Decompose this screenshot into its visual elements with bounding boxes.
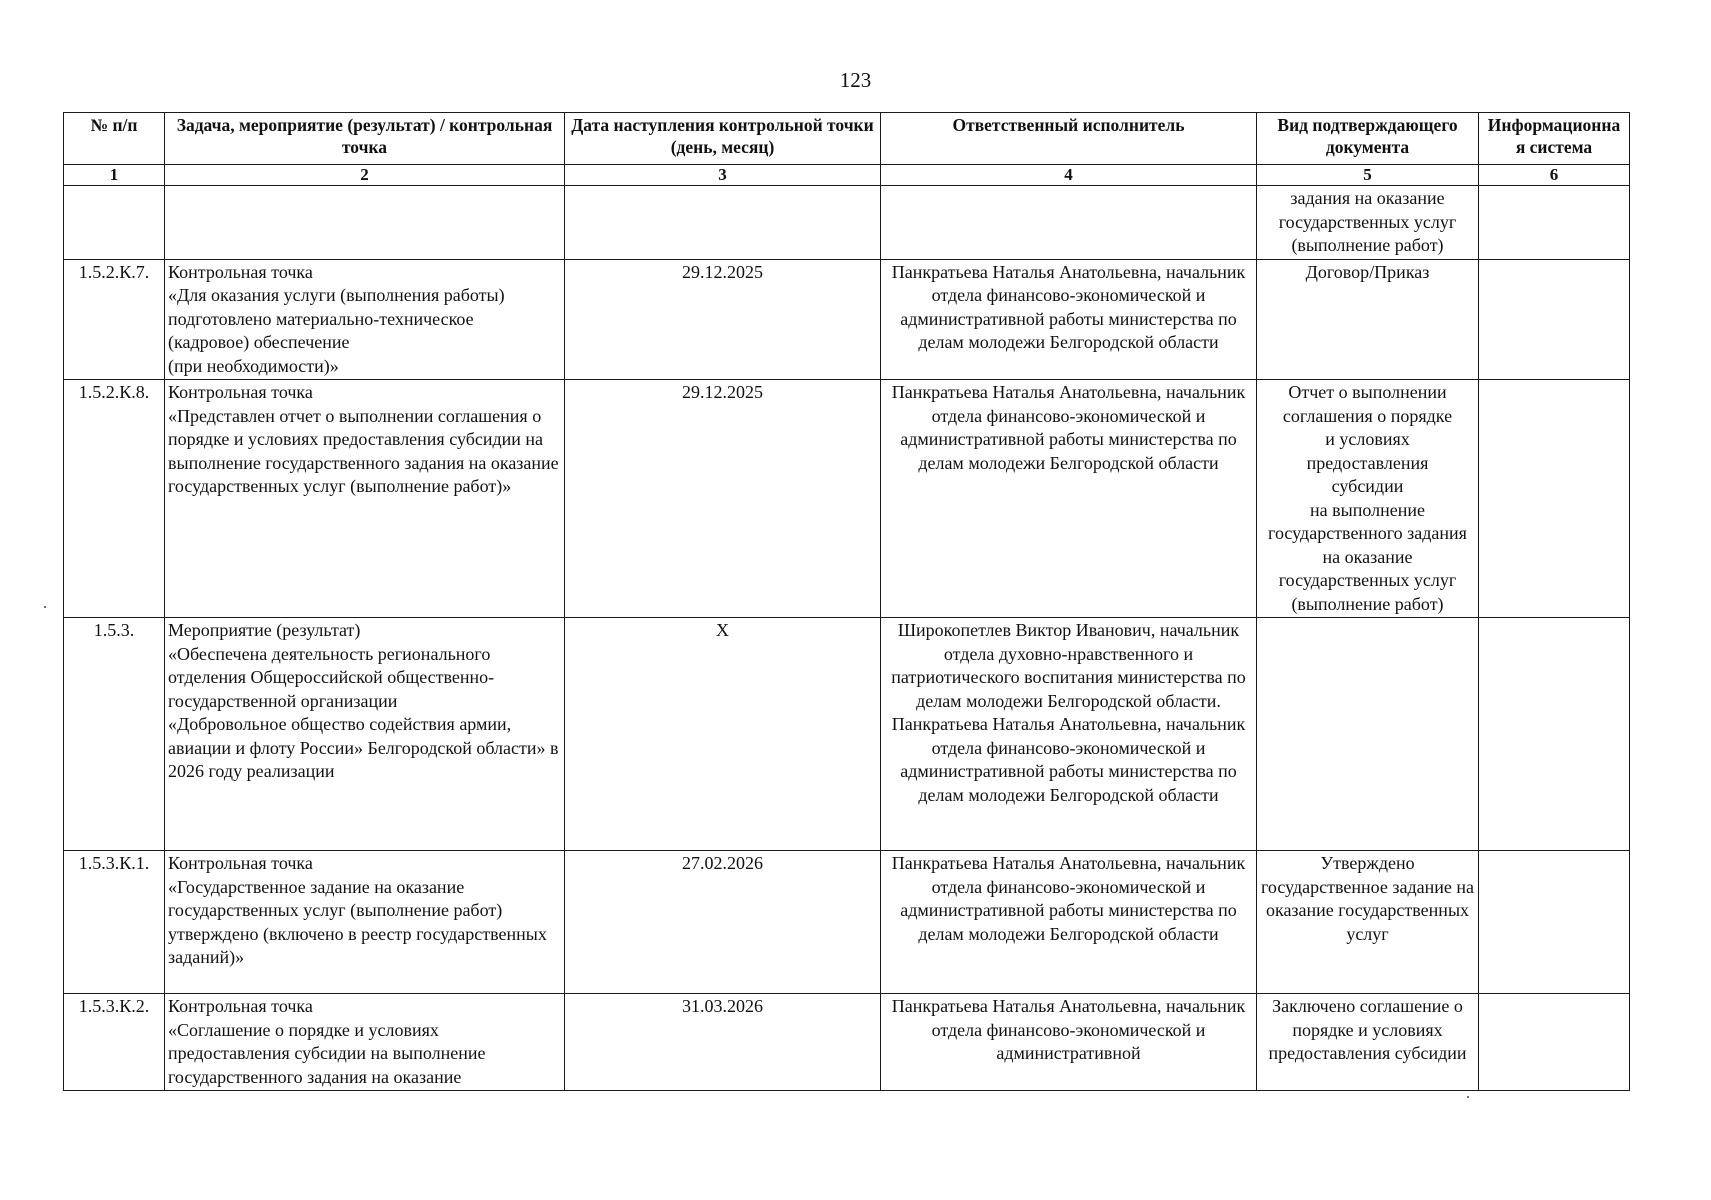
task-cell: Контрольная точка «Представлен отчет о выполнении соглашения о порядке и условиях предоставления субсидии на выполнение государственного задания на оказание государственных услуг (выполнение работ)»: [165, 380, 565, 618]
row-number: 1.5.3.К.1.: [64, 851, 165, 994]
task-cell: Контрольная точка «Соглашение о порядке и условиях предоставления субсидии на выполнение государственного задания на оказание: [165, 994, 565, 1091]
task-cell: [165, 186, 565, 260]
row-number: 1.5.2.К.8.: [64, 380, 165, 618]
system-cell: [1479, 618, 1630, 851]
column-number: 4: [881, 165, 1257, 186]
column-number: 5: [1257, 165, 1479, 186]
header-row: [64, 113, 1630, 165]
header-document: Вид подтверждающего документа: [1257, 113, 1479, 165]
column-number: 2: [165, 165, 565, 186]
table-row: [64, 186, 1630, 260]
scan-speck: [1467, 1096, 1469, 1098]
column-number: 6: [1479, 165, 1630, 186]
table-row: [64, 618, 1630, 851]
system-cell: [1479, 380, 1630, 618]
system-cell: [1479, 259, 1630, 380]
document-cell: Заключено соглашение о порядке и условиях предоставления субсидии: [1257, 994, 1479, 1091]
header-task: Задача, мероприятие (результат) / контрольная точка: [165, 113, 565, 165]
control-points-table: [63, 112, 1630, 1091]
document-cell: задания на оказание государственных услуг (выполнение работ): [1257, 186, 1479, 260]
system-cell: [1479, 994, 1630, 1091]
header-date: Дата наступления контрольной точки (день, месяц): [565, 113, 881, 165]
document-cell: Утверждено государственное задание на оказание государственных услуг: [1257, 851, 1479, 994]
row-number: 1.5.3.К.2.: [64, 994, 165, 1091]
column-number: 1: [64, 165, 165, 186]
table-row: [64, 851, 1630, 994]
task-cell: Контрольная точка «Для оказания услуги (выполнения работы) подготовлено материально-техническое (кадровое) обеспечение (при необходимости)»: [165, 259, 565, 380]
date-cell: [565, 186, 881, 260]
responsible-cell: Панкратьева Наталья Анатольевна, начальник отдела финансово-экономической и административной: [881, 994, 1257, 1091]
row-number: 1.5.2.К.7.: [64, 259, 165, 380]
responsible-cell: [881, 186, 1257, 260]
system-cell: [1479, 186, 1630, 260]
system-cell: [1479, 851, 1630, 994]
header-system: Информационна я система: [1479, 113, 1630, 165]
date-cell: 29.12.2025: [565, 259, 881, 380]
responsible-cell: Панкратьева Наталья Анатольевна, начальник отдела финансово-экономической и административной работы министерства по делам молодежи Белгородской области: [881, 851, 1257, 994]
table-row: [64, 259, 1630, 380]
responsible-cell: Панкратьева Наталья Анатольевна, начальник отдела финансово-экономической и административной работы министерства по делам молодежи Белгородской области: [881, 380, 1257, 618]
header-responsible: Ответственный исполнитель: [881, 113, 1257, 165]
date-cell: Х: [565, 618, 881, 851]
table-row: [64, 380, 1630, 618]
page-number: 123: [839, 68, 872, 92]
responsible-cell: Панкратьева Наталья Анатольевна, начальник отдела финансово-экономической и административной работы министерства по делам молодежи Белгородской области: [881, 259, 1257, 380]
task-cell: Контрольная точка «Государственное задание на оказание государственных услуг (выполнение работ) утверждено (включено в реестр государственных заданий)»: [165, 851, 565, 994]
date-cell: 29.12.2025: [565, 380, 881, 618]
scan-speck: [44, 606, 46, 608]
document-cell: Отчет о выполнении соглашения о порядке и условиях предоставления субсидии на выполнение государственного задания на оказание государственных услуг (выполнение работ): [1257, 380, 1479, 618]
responsible-cell: Широкопетлев Виктор Иванович, начальник отдела духовно-нравственного и патриотического воспитания министерства по делам молодежи Белгородской области. Панкратьева Наталья Анатольевна, начальник отдела финансово-экономической и административной работы министерства по делам молодежи Белгородской области: [881, 618, 1257, 851]
row-number: [64, 186, 165, 260]
task-cell: Мероприятие (результат) «Обеспечена деятельность регионального отделения Общероссийской общественно-государственной организации «Добровольное общество содействия армии, авиации и флоту России» Белгородской области» в 2026 году реализации: [165, 618, 565, 851]
date-cell: 27.02.2026: [565, 851, 881, 994]
column-number-row: [64, 165, 1630, 186]
table-row: [64, 994, 1630, 1091]
column-number: 3: [565, 165, 881, 186]
date-cell: 31.03.2026: [565, 994, 881, 1091]
document-cell: Договор/Приказ: [1257, 259, 1479, 380]
header-num: № п/п: [64, 113, 165, 165]
document-cell: [1257, 618, 1479, 851]
row-number: 1.5.3.: [64, 618, 165, 851]
